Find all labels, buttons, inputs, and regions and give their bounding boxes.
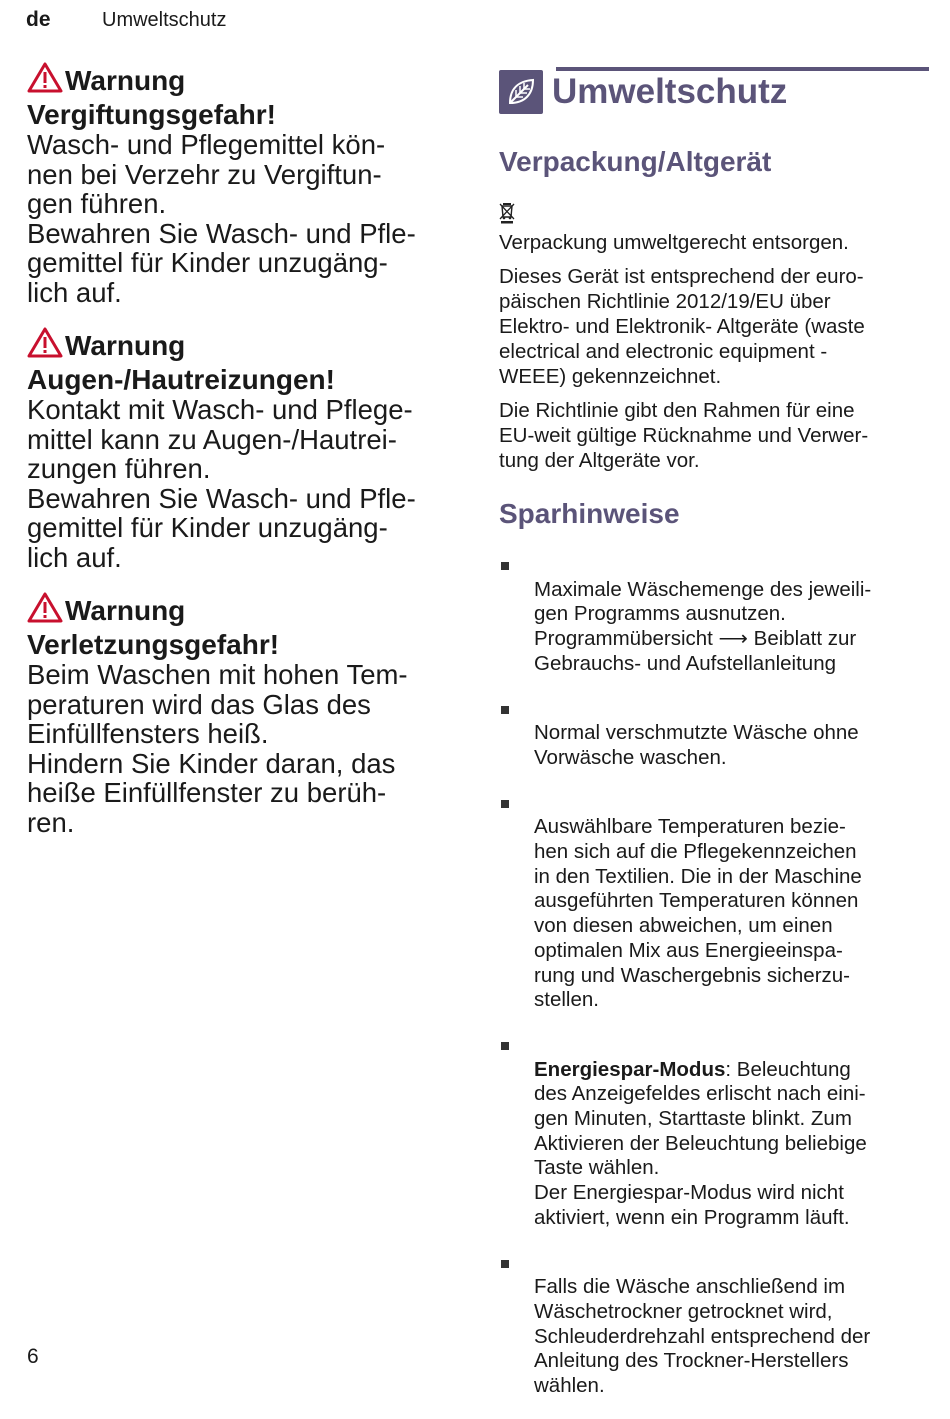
warning-text: Hindern Sie Kinder daran, das heiße Einfüllfenster zu berüh- ren. [27,747,396,838]
warning-label: Warnung [65,65,186,96]
warning-text: Bewahren Sie Wasch- und Pfle- gemittel für Kinder unzugäng- lich auf. [27,482,416,573]
header-language: de [26,8,51,31]
leaf-icon [499,70,543,114]
list-item: Falls die Wäsche anschließend im Wäschetrockner getrocknet wird, Schleuderdrehzahl entsprechend der Anleitung des Trockner-Herstellers wählen. [499,1251,931,1399]
warning-title: Vergiftungsgefahr! [27,99,276,130]
section-heading [499,70,787,114]
crossed-out-bin-icon [498,202,516,224]
warning-poisoning [27,62,467,307]
paragraph: Die Richtlinie gibt den Rahmen für eine EU-weit gültige Rücknahme und Verwer- tung der Altgeräte vor. [499,399,869,472]
warning-text: Wasch- und Pflegemittel kön- nen bei Verzehr zu Vergiftun- gen führen. [27,129,386,219]
warning-text: Kontakt mit Wasch- und Pflege- mittel kann zu Augen-/Hautrei- zungen führen. [27,394,413,484]
warning-text: Beim Waschen mit hohen Tem- peraturen wird das Glas des Einfüllfensters heiß. [27,659,408,749]
header-title: Umweltschutz [102,9,227,31]
list-item: Maximale Wäschemenge des jeweili- gen Programms ausnutzen. Programmübersicht ⟶ Beiblatt zur Gebrauchs- und Aufstellanleitung [499,553,931,677]
list-item: Energiespar-Modus: Beleuchtung des Anzeigefeldes erlischt nach eini- gen Minuten, Starttaste blinkt. Zum Aktivieren der Beleuchtung beliebige Taste wählen. Der Energiespar-Modus wird nicht aktiviert, wenn ein Programm läuft. [499,1033,931,1231]
list-item: Normal verschmutzte Wäsche ohne Vorwäsche waschen. [499,697,931,771]
warning-eye-skin-irritation [27,327,467,572]
bullet-square-icon [501,1260,509,1268]
page-number: 6 [27,1345,39,1368]
warning-text: Bewahren Sie Wasch- und Pfle- gemittel für Kinder unzugäng- lich auf. [27,217,416,308]
warning-triangle-icon [27,327,63,364]
tips-list [499,553,931,1419]
energy-saving-mode-term: Energiespar-Modus [534,1057,726,1081]
bullet-square-icon [501,1042,509,1050]
warnings-column [27,62,467,857]
warning-label: Warnung [65,330,186,361]
warning-title: Augen-/Hautreizungen! [27,364,335,395]
paragraph: Dieses Gerät ist entsprechend der euro- päischen Richtlinie 2012/19/EU über Elektro- und Elektronik- Altgeräte (waste electrical and electronic equipment - WEEE) gekennzeichnet. [499,265,865,388]
section-title: Umweltschutz [552,72,788,111]
warning-title: Verletzungsgefahr! [27,629,280,660]
warning-triangle-icon [27,592,63,629]
paragraph: Verpackung umweltgerecht entsorgen. [499,231,849,254]
packaging-heading: Verpackung/Altgerät [499,146,772,177]
tips-heading: Sparhinweise [499,498,680,529]
list-item: Auswählbare Temperaturen bezie- hen sich auf die Pflegekennzeichen in den Textilien. Die in der Maschine ausgeführten Temperaturen können von diesen abweichen, um einen optimalen Mix aus Energieeinspa- rung und Waschergebnis sicherzu- stellen. [499,791,931,1013]
bullet-square-icon [501,706,509,714]
warning-injury [27,592,467,837]
packaging-text [499,230,931,482]
bullet-square-icon [501,562,509,570]
warning-label: Warnung [65,595,186,626]
warning-triangle-icon [27,62,63,99]
bullet-square-icon [501,800,509,808]
